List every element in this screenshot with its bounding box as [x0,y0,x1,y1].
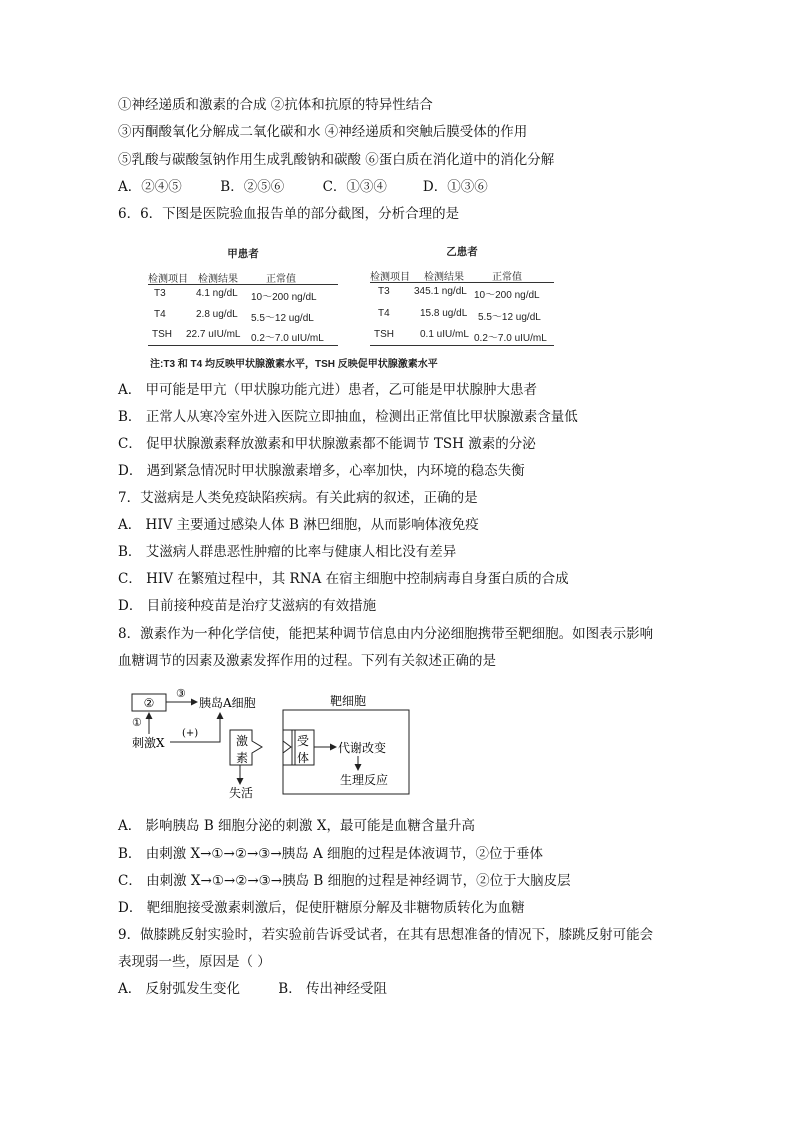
q8-option-d: D． 靶细胞接受激素刺激后，促使肝糖原分解及非糖物质转化为血糖 [118,900,525,916]
label-2: ② [143,696,155,710]
q5-item-line-1: ①神经递质和激素的合成 ②抗体和抗原的特异性结合 [118,97,433,113]
hormone-top: 激 [236,734,249,748]
q9-stem-line-2: 表现弱一些，原因是（ ） [118,954,271,970]
q7-option-b: B． 艾滋病人群患恶性肿瘤的比率与健康人相比没有差异 [118,544,457,560]
hormone-bottom: 素 [236,751,249,765]
cell-result: 2.8 ug/dL [196,309,238,320]
response-label: 生理反应 [340,773,389,787]
cell-item: T3 [154,288,166,299]
receptor-top: 受 [297,734,310,748]
q8-option-b: B． 由刺激 X→①→②→③→胰岛 A 细胞的过程是体液调节，②位于垂体 [118,846,543,862]
q5-option-c: C．①③④ [322,179,387,195]
cell-normal: 10～200 ng/dL [251,292,317,303]
cell-result: 15.8 ug/dL [420,308,468,319]
q6-option-a: A． 甲可能是甲亢（甲状腺功能亢进）患者，乙可能是甲状腺肿大患者 [118,382,538,398]
q9-stem-line-1: 9．做膝跳反射实验时，若实验前告诉受试者，在其有思想准备的情况下，膝跳反射可能会 [118,927,654,943]
q5-item-line-2: ③丙酮酸氧化分解成二氧化碳和水 ④神经递质和突触后膜受体的作用 [118,124,528,140]
target-cell-label: 靶细胞 [330,694,367,708]
receptor-block [283,730,295,765]
q6-stem: 6．6．下图是医院验血报告单的部分截图，分析合理的是 [118,206,460,222]
islet-a-cell-label: 胰岛A细胞 [199,696,256,710]
q6-option-d: D． 遇到紧急情况时甲状腺激素增多，心率加快，内环境的稳态失衡 [118,463,525,479]
patient-b-title: 乙患者 [446,246,478,258]
q7-stem: 7．艾滋病是人类免疫缺陷疾病。有关此病的叙述，正确的是 [118,490,478,506]
q7-option-a: A． HIV 主要通过感染人体 B 淋巴细胞，从而影响体液免疫 [118,517,479,533]
q6-table-note: 注:T3 和 T4 均反映甲状腺激素水平，TSH 反映促甲状腺激素水平 [150,359,438,370]
q5-option-a: A．②④⑤ [118,179,182,195]
stimulus-x-label: 刺激X [132,736,165,750]
header-item: 检测项目 [148,274,188,285]
q6-option-c: C． 促甲状腺激素释放激素和甲状腺激素都不能调节 TSH 激素的分泌 [118,436,536,452]
q8-stem-line-1: 8．激素作为一种化学信使，能把某种调节信息由内分泌细胞携带至靶细胞。如图表示影响 [118,626,654,642]
cell-normal: 5.5～12 ug/dL [251,313,314,324]
q5-option-b: B．②⑤⑥ [220,179,285,195]
q7-option-c: C． HIV 在繁殖过程中，其 RNA 在宿主细胞中控制病毒自身蛋白质的合成 [118,571,569,587]
q7-option-d: D． 目前接种疫苗是治疗艾滋病的有效措施 [118,598,377,614]
header-result: 检测结果 [198,274,238,285]
q8-stem-line-2: 血糖调节的因素及激素发挥作用的过程。下列有关叙述正确的是 [118,653,496,669]
q8-option-a: A． 影响胰岛 B 细胞分泌的刺激 X，最可能是血糖含量升高 [118,818,475,834]
header-result: 检测结果 [424,272,464,283]
q9-option-a: A． 反射弧发生变化 [118,981,241,997]
label-1: ① [132,716,142,729]
cell-normal: 0.2～7.0 uIU/mL [474,333,547,344]
cell-item: T4 [378,308,390,319]
cell-normal: 0.2～7.0 uIU/mL [251,333,324,344]
cell-result: 345.1 ng/dL [414,286,467,297]
cell-item: T3 [378,286,390,297]
q9-options [118,980,387,998]
cell-item: TSH [374,329,394,340]
q9-option-b: B． 传出神经受阻 [278,981,388,997]
header-normal: 正常值 [266,274,296,285]
patient-a-title: 甲患者 [227,248,259,260]
q5-option-d: D．①③⑥ [422,179,488,195]
q8-option-c: C． 由刺激 X→①→②→③→胰岛 B 细胞的过程是神经调节，②位于大脑皮层 [118,873,571,889]
header-item: 检测项目 [370,272,410,283]
cell-result: 4.1 ng/dL [196,288,238,299]
label-3: ③ [176,687,186,700]
cell-result: 0.1 uIU/mL [420,329,469,340]
cell-item: T4 [154,309,166,320]
receptor-bottom: 体 [297,751,310,765]
q6-option-b: B． 正常人从寒冷室外进入医院立即抽血，检测出正常值比甲状腺激素含量低 [118,409,578,425]
cell-result: 22.7 uIU/mL [186,329,241,340]
metabolism-label: 代谢改变 [338,741,387,755]
cell-item: TSH [152,329,172,340]
plus-label: (+) [182,728,199,739]
cell-normal: 5.5～12 ug/dL [478,312,541,323]
inactivation-label: 失活 [229,786,254,800]
header-normal: 正常值 [492,272,522,283]
q5-item-line-3: ⑤乳酸与碳酸氢钠作用生成乳酸钠和碳酸 ⑥蛋白质在消化道中的消化分解 [118,152,555,168]
cell-normal: 10～200 ng/dL [474,290,540,301]
